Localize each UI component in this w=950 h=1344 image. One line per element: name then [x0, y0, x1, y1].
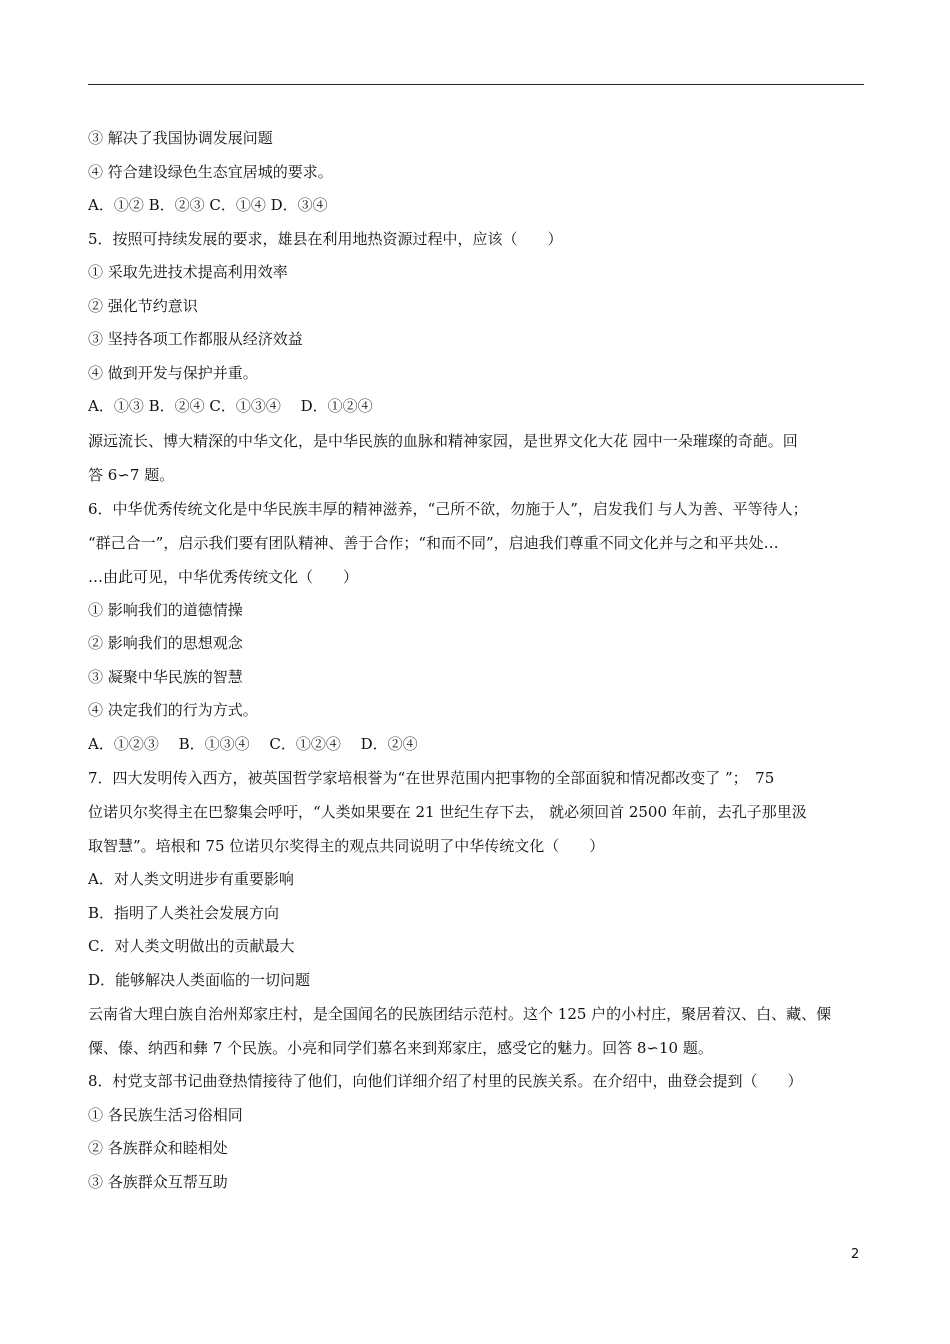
text-line: ③ 解决了我国协调发展问题	[88, 129, 273, 147]
text-line: A．①②③ B．①③④ C．①②④ D．②④	[88, 734, 418, 753]
text-line: ④ 符合建设绿色生态宜居城的要求。	[88, 162, 333, 181]
text-line: ② 影响我们的思想观念	[88, 634, 243, 652]
question-6: 6．中华优秀传统文化是中华民族丰厚的精神滋养，“己所不欲，勿施于人”，启发我们 与人为善、平等待人；	[88, 499, 808, 518]
text-line: ③ 凝聚中华民族的智慧	[88, 667, 243, 686]
text-line: ① 各民族生活习俗相同	[88, 1105, 243, 1124]
text-line: ② 各族群众和睦相处	[88, 1139, 228, 1157]
passage-line: 云南省大理白族自治州郑家庄村，是全国闻名的民族团结示范村。这个 125 户的小村庄，聚居着汉、白、藏、傈	[88, 1005, 832, 1023]
text-line: ① 影响我们的道德情操	[88, 600, 243, 619]
passage-line: 答 6∽7 题。	[88, 465, 175, 484]
page-number: 2	[851, 1247, 860, 1262]
text-line: A．①③ B．②④ C．①③④ D．①②④	[88, 397, 373, 415]
question-6-cont: “群己合一”，启示我们要有团队精神、善于合作；“和而不同”，启迪我们尊重不同文化并与之和平共处…	[88, 533, 779, 552]
text-line: A．①② B．②③ C．①④ D．③④	[88, 196, 328, 214]
question-8: 8．村党支部书记曲登热情接待了他们，向他们详细介绍了村里的民族关系。在介绍中，曲登会提到（ ）	[88, 1072, 803, 1090]
text-line: ① 采取先进技术提高利用效率	[88, 263, 288, 281]
question-7: 7．四大发明传入西方，被英国哲学家培根誉为“在世界范围内把事物的全部面貌和情况都改变了 ”； 75	[88, 769, 775, 787]
text-line: ④ 决定我们的行为方式。	[88, 701, 258, 719]
passage-line: 僳、傣、纳西和彝 7 个民族。小亮和同学们慕名来到郑家庄，感受它的魅力。回答 8∽10 题。	[88, 1039, 713, 1057]
question-7-cont: 取智慧”。培根和 75 位诺贝尔奖得主的观点共同说明了中华传统文化（ ）	[88, 837, 605, 855]
text-line: ③ 坚持各项工作都服从经济效益	[88, 330, 303, 348]
text-line: ④ 做到开发与保护并重。	[88, 363, 258, 382]
header-rule	[88, 84, 864, 85]
option-line: C．对人类文明做出的贡献最大	[88, 937, 295, 955]
question-5: 5．按照可持续发展的要求，雄县在利用地热资源过程中，应该（ ）	[88, 229, 563, 248]
option-line: D．能够解决人类面临的一切问题	[88, 970, 311, 989]
page-body	[88, 122, 878, 1199]
text-line: ② 强化节约意识	[88, 296, 198, 315]
passage-line: 源远流长、博大精深的中华文化，是中华民族的血脉和精神家园，是世界文化大花 园中一朵璀璨的奇葩。回	[88, 431, 798, 450]
option-line: A．对人类文明进步有重要影响	[88, 870, 294, 888]
text-line: ③ 各族群众互帮互助	[88, 1172, 228, 1191]
question-6-cont: …由此可见，中华优秀传统文化（ ）	[88, 567, 359, 586]
option-line: B．指明了人类社会发展方向	[88, 903, 280, 922]
question-7-cont: 位诺贝尔奖得主在巴黎集会呼吁，“人类如果要在 21 世纪生存下去， 就必须回首 2500 年前，去孔子那里汲	[88, 803, 807, 821]
